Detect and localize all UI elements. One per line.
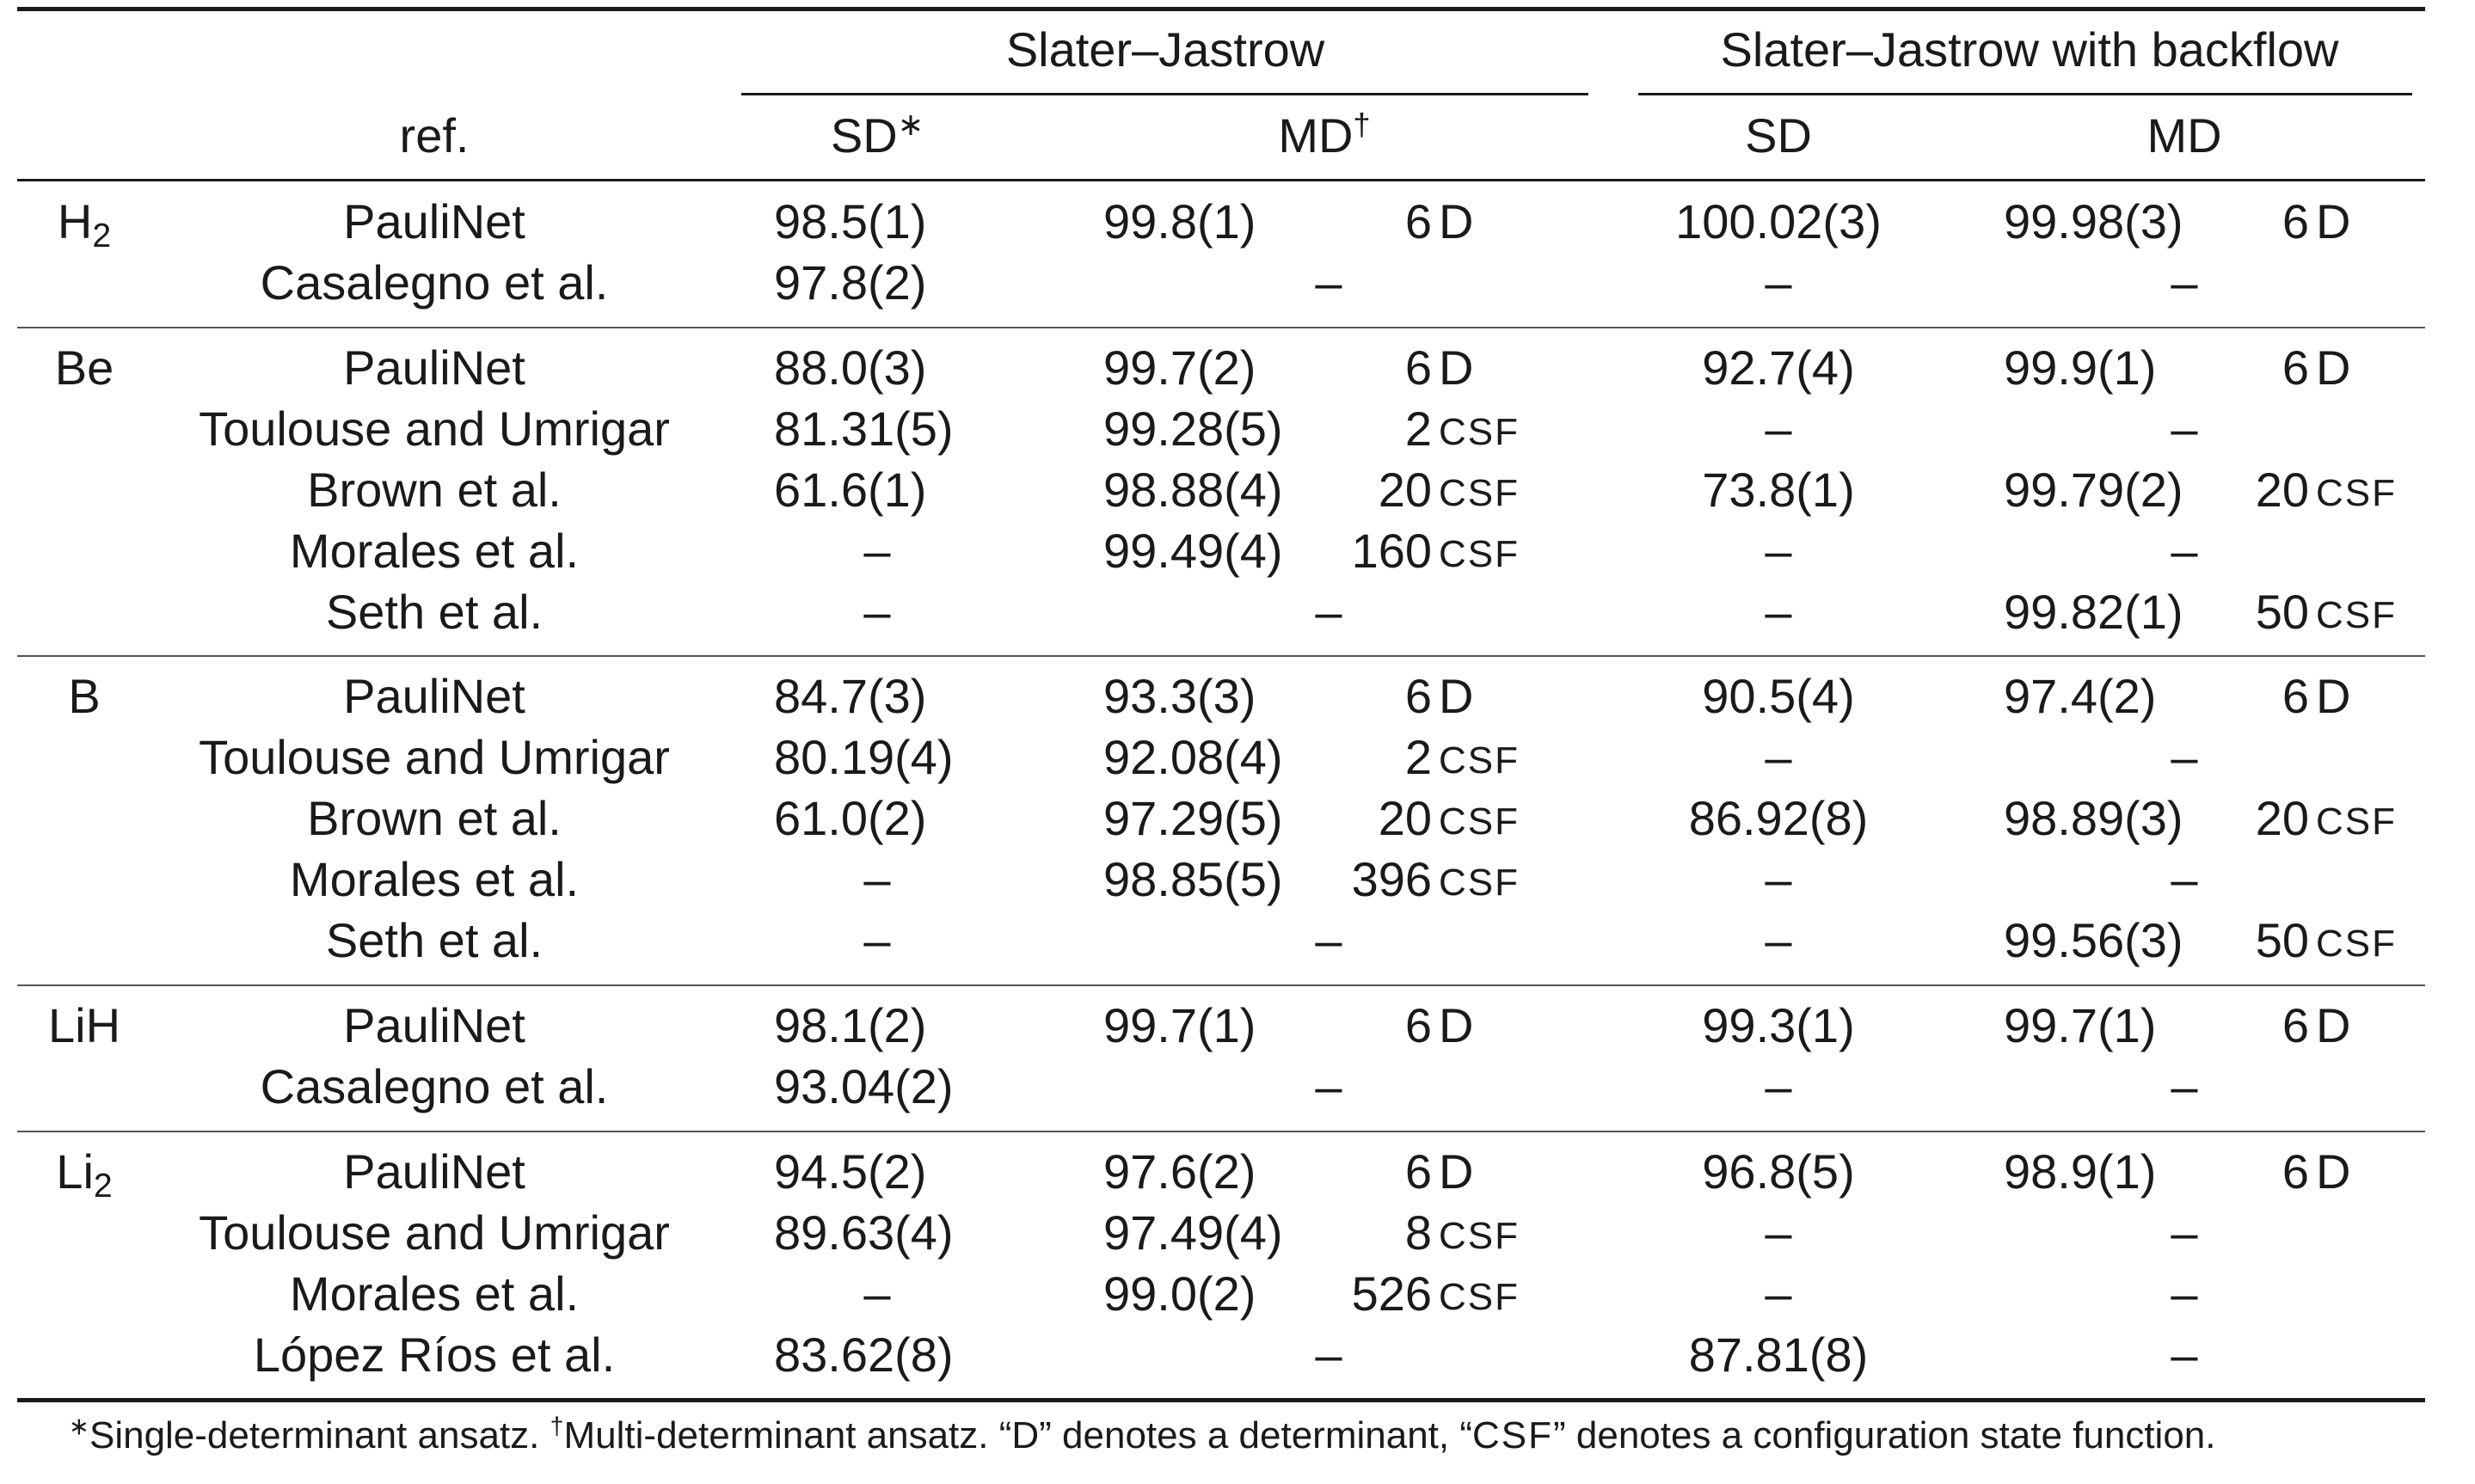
reference-name: Morales et al. [289,852,580,906]
sj-md-value: 92.08(4) [1103,730,1283,784]
system-subscript: 2 [92,217,112,254]
sjb-md-value: – [2171,524,2198,578]
sjb-md-count: 6 [2282,194,2309,248]
system-label [47,998,121,1052]
group-separator [17,655,2425,657]
header-md [1278,106,1371,163]
sj-md-unit: D [1439,194,1474,248]
sj-md-unit: CSF [1439,1215,1520,1257]
sjb-md-value: – [2171,730,2198,784]
sj-sd-value: 81.31(5) [774,402,954,456]
sj-md-value: 98.85(5) [1103,852,1283,906]
sj-md-value: – [1315,585,1342,639]
sj-md-unit: CSF [1439,800,1520,843]
sj-md-unit: D [1439,669,1474,723]
footnote [69,1413,2216,1456]
reference-name: Toulouse and Umrigar [199,1205,670,1260]
sj-md-value: 98.88(4) [1103,463,1283,517]
sjb-md-value: 99.56(3) [2004,913,2183,967]
sjb-md-value: – [2171,1328,2198,1382]
reference-name: Brown et al. [307,463,562,517]
sj-sd-value: – [863,524,891,578]
header-sd [830,106,924,163]
header-rule [17,179,2425,181]
group-separator [17,984,2425,986]
sjb-sd-value: – [1765,402,1792,456]
sj-sd-value: 84.7(3) [774,669,927,723]
sj-md-value: 99.7(2) [1103,340,1256,395]
sj-sd-value: 97.8(2) [774,255,927,310]
reference-name: Morales et al. [289,524,580,578]
sj-md-count: 526 [1351,1266,1432,1321]
reference-name: Morales et al. [289,1266,580,1321]
sj-sd-value: 61.0(2) [774,791,927,845]
reference-name: Toulouse and Umrigar [199,730,670,784]
footnote-single-text: Single-determinant ansatz. [89,1414,540,1456]
sjb-md-unit: CSF [2316,800,2397,843]
bottom-rule [17,1398,2425,1402]
system-formula: Li [56,1144,94,1199]
sjb-md-value: 99.9(1) [2004,340,2157,395]
sjb-sd-value: – [1765,255,1792,310]
sjb-md-count: 20 [2255,463,2309,517]
system-formula: B [68,669,101,723]
sjb-md-value: – [2171,1059,2198,1113]
reference-name: Casalegno et al. [260,1059,609,1113]
sj-md-unit: CSF [1439,533,1520,575]
sjb-sd-value: – [1765,585,1792,639]
sj-sd-value: 89.63(4) [774,1205,954,1260]
sj-sd-value: 98.5(1) [774,194,927,248]
header-slater-jastrow-backflow: Slater–Jastrow with backflow [1720,22,2339,77]
sjb-md-count: 50 [2255,913,2309,967]
sj-md-count: 396 [1351,852,1432,906]
sj-md-unit: D [1439,998,1474,1052]
sjb-sd-value: – [1765,524,1792,578]
reference-name: Casalegno et al. [260,255,609,310]
sjb-sd-value: 90.5(4) [1702,669,1855,723]
footnote-mark-multi: † [550,1413,564,1441]
header-ref: ref. [399,108,470,163]
sjb-sd-value: 86.92(8) [1688,791,1869,845]
sjb-md-value: 98.89(3) [2004,791,2183,845]
sj-sd-value: – [863,913,891,967]
header-md-label: MD [1278,108,1354,163]
sj-md-unit: CSF [1439,739,1520,782]
sj-md-value: 99.8(1) [1103,194,1256,248]
sjb-sd-value: – [1765,730,1792,784]
sj-md-value: 99.0(2) [1103,1266,1256,1321]
system-label [68,669,101,723]
reference-name: Toulouse and Umrigar [199,402,670,456]
sj-md-value: – [1315,1059,1342,1113]
sjb-md-value: 97.4(2) [2004,669,2157,723]
sj-md-unit: D [1439,340,1474,395]
sj-md-value: 97.29(5) [1103,791,1283,845]
sjb-md-unit: CSF [2316,594,2397,636]
reference-name: Seth et al. [325,585,544,639]
sjb-md-count: 6 [2282,340,2309,395]
md-footnote-mark: † [1353,106,1371,142]
sjb-sd-value: 73.8(1) [1702,463,1855,517]
sj-md-count: 6 [1404,669,1432,723]
sjb-sd-value: – [1765,852,1792,906]
sj-md-value: 93.3(3) [1103,669,1256,723]
cmidrule-sj [741,93,1588,95]
group-separator [17,1131,2425,1132]
sj-sd-value: 61.6(1) [774,463,927,517]
sj-sd-value: – [863,852,891,906]
sj-md-count: 6 [1404,998,1432,1052]
top-rule [17,7,2425,11]
sjb-sd-value: – [1765,1266,1792,1321]
sj-sd-value: 94.5(2) [774,1144,927,1199]
sj-md-unit: CSF [1439,472,1520,514]
sjb-md-unit: CSF [2316,923,2397,965]
sj-sd-value: 80.19(4) [774,730,954,784]
sjb-sd-value: – [1765,1205,1792,1260]
sjb-md-count: 20 [2255,791,2309,845]
sj-md-unit: CSF [1439,411,1520,453]
sjb-sd-value: 87.81(8) [1688,1328,1869,1382]
reference-name: Brown et al. [307,791,562,845]
cmidrule-sjb [1638,93,2412,95]
system-formula: LiH [47,998,121,1052]
sjb-md-value: 98.9(1) [2004,1144,2157,1199]
reference-name: Seth et al. [325,913,544,967]
sj-md-count: 6 [1404,340,1432,395]
sj-sd-value: 88.0(3) [774,340,927,395]
sjb-md-unit: D [2316,669,2351,723]
system-formula: H [57,194,93,248]
sjb-md-value: 99.7(1) [2004,998,2157,1052]
sj-md-count: 20 [1378,791,1432,845]
footnote-mark-single: ∗ [69,1413,89,1441]
sj-md-count: 2 [1404,402,1432,456]
sj-md-count: 160 [1351,524,1432,578]
sjb-md-unit: D [2316,998,2351,1052]
group-separator [17,327,2425,328]
reference-name: PauliNet [343,1144,525,1199]
sjb-md-value: – [2171,852,2198,906]
sjb-sd-value: 96.8(5) [1702,1144,1855,1199]
sj-md-unit: CSF [1439,1276,1520,1318]
sjb-md-value: 99.98(3) [2004,194,2183,248]
sjb-md-count: 6 [2282,1144,2309,1199]
sjb-md-unit: D [2316,340,2351,395]
sj-sd-value: – [863,585,891,639]
header-md-backflow: MD [2146,108,2222,163]
sjb-md-unit: D [2316,194,2351,248]
sjb-md-count: 50 [2255,585,2309,639]
sjb-md-value: – [2171,402,2198,456]
sjb-md-count: 6 [2282,998,2309,1052]
sjb-md-value: – [2171,1205,2198,1260]
sj-md-value: 99.28(5) [1103,402,1283,456]
sj-md-count: 8 [1404,1205,1432,1260]
sj-md-value: 97.6(2) [1103,1144,1256,1199]
sj-sd-value: – [863,1266,891,1321]
sj-md-count: 2 [1404,730,1432,784]
sjb-sd-value: 99.3(1) [1702,998,1855,1052]
sd-footnote-mark: ∗ [897,106,924,142]
system-subscript: 2 [93,1167,113,1205]
sjb-sd-value: 100.02(3) [1675,194,1882,248]
reference-name: PauliNet [343,340,525,395]
sjb-sd-value: 92.7(4) [1702,340,1855,395]
system-label [54,340,114,395]
sj-md-unit: D [1439,1144,1474,1199]
footnote-csf: CSF [1472,1414,1553,1456]
footnote-multi-text: Multi-determinant ansatz. “D” denotes a determinant, “ [563,1414,1472,1456]
sjb-sd-value: – [1765,1059,1792,1113]
reference-name: PauliNet [343,998,525,1052]
sj-md-value: 97.49(4) [1103,1205,1283,1260]
sjb-md-unit: D [2316,1144,2351,1199]
sjb-md-value: – [2171,1266,2198,1321]
sj-md-count: 20 [1378,463,1432,517]
system-formula: Be [54,340,114,395]
footnote-end-text: ” denotes a configuration state function. [1553,1414,2216,1456]
sj-md-value: – [1315,255,1342,310]
sj-sd-value: 93.04(2) [774,1059,954,1113]
reference-name: PauliNet [343,669,525,723]
sj-sd-value: 98.1(2) [774,998,927,1052]
sjb-md-count: 6 [2282,669,2309,723]
reference-name: PauliNet [343,194,525,248]
system-label [57,194,112,254]
sj-md-value: – [1315,913,1342,967]
sj-sd-value: 83.62(8) [774,1328,954,1382]
sjb-md-value: 99.82(1) [2004,585,2183,639]
header-slater-jastrow: Slater–Jastrow [1005,22,1325,77]
sjb-md-value: – [2171,255,2198,310]
sj-md-count: 6 [1404,194,1432,248]
header-sd-label: SD [830,108,898,163]
sj-md-value: – [1315,1328,1342,1382]
sjb-md-unit: CSF [2316,472,2397,514]
system-label [56,1144,113,1205]
sj-md-value: 99.49(4) [1103,524,1283,578]
sj-md-value: 99.7(1) [1103,998,1256,1052]
reference-name: López Ríos et al. [253,1328,616,1382]
sjb-md-value: 99.79(2) [2004,463,2183,517]
header-sd-backflow: SD [1745,108,1812,163]
sjb-sd-value: – [1765,913,1792,967]
sj-md-count: 6 [1404,1144,1432,1199]
sj-md-unit: CSF [1439,862,1520,904]
